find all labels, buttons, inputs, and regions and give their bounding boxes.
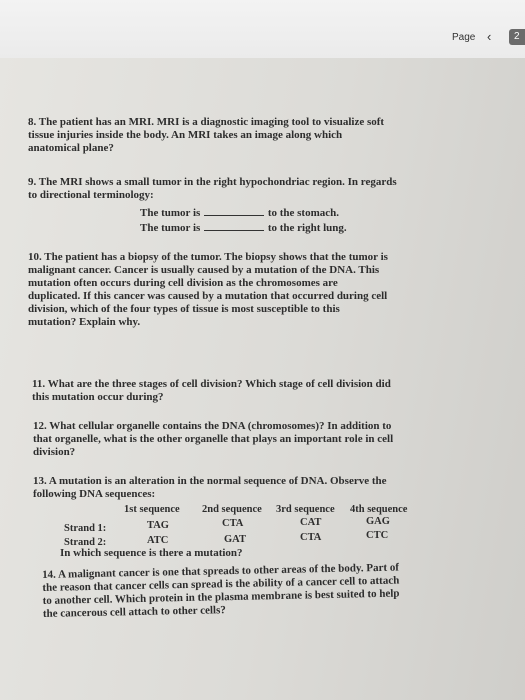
question-9-row-2 [140,220,347,234]
question-9-row-1-prefix: The tumor is [140,207,201,219]
question-9-text: 9. The MRI shows a small tumor in the right hypochondriac region. In regards to directional terminology: [28,176,397,201]
question-11-text: 11. What are the three stages of cell division? Which stage of cell division did this mutation occur during? [32,378,391,403]
strand-1-seq-3: CAT [300,517,322,528]
question-13-prompt [60,547,480,560]
strand-2-seq-1: ATC [147,535,169,546]
page-label: Page [452,32,476,43]
strand-1-seq-1: TAG [147,520,169,531]
question-8-text: 8. The patient has an MRI. MRI is a diagnostic imaging tool to visualize soft tissue injuries inside the body. An MRI takes an image along which anatomical plane? [28,116,385,154]
answer-blank-1[interactable] [204,205,264,216]
question-9-row-1 [140,205,339,219]
dna-header-2: 2nd sequence [202,504,262,515]
strand-1-label: Strand 1: [64,523,107,534]
question-12-text: 12. What cellular organelle contains the DNA (chromosomes)? In addition to that organelle, what is the other organelle that plays an important role in cell division? [33,420,394,458]
question-10 [28,251,508,329]
dna-header-1: 1st sequence [124,504,180,515]
question-11 [32,378,512,404]
dna-header-3: 3rd sequence [276,504,335,515]
dna-header-4: 4th sequence [350,504,408,515]
strand-1-seq-4: GAG [366,516,390,527]
question-9-row-2-suffix: to the right lung. [267,222,347,234]
strand-2-seq-4: CTC [366,530,389,541]
chevron-left-icon[interactable]: ‹ [487,29,492,44]
question-8 [28,116,498,155]
question-13-text: 13. A mutation is an alteration in the normal sequence of DNA. Observe the following DNA sequences: [33,475,387,500]
question-10-text: 10. The patient has a biopsy of the tumor. The biopsy shows that the tumor is malignant cancer. Cancer is usually caused by a mutation of the DNA. This mutation often occurs during cell division as the chromosomes are duplicated. If this cancer was caused by a mutation that occurred during cell division, which of the four types of tissue is most susceptible to this mutation? Explain why. [28,251,388,328]
question-9-row-2-prefix: The tumor is [140,222,201,234]
strand-2-label: Strand 2: [64,537,107,548]
question-14-text: 14. A malignant cancer is one that spreads to other areas of the body. Part of the reason that cancer cells can spread is the ability of a cancer cell to attach to another cell. Which protein in the plasma membrane is best suited to help the cancerous cell attach to other cells? [42,561,400,620]
viewer-toolbar [0,0,525,59]
question-13 [33,475,513,501]
answer-blank-2[interactable] [204,220,264,231]
question-9-row-1-suffix: to the stomach. [267,207,339,219]
question-9 [28,176,498,202]
strand-1-seq-2: CTA [222,518,244,529]
strand-2-seq-2: GAT [224,534,246,545]
strand-2-seq-3: CTA [300,532,322,543]
question-12 [33,420,513,459]
question-13-prompt-text: In which sequence is there a mutation? [60,547,243,559]
page-number-badge[interactable]: 2 [509,29,525,45]
question-14 [42,559,513,621]
worksheet-page [0,58,525,700]
